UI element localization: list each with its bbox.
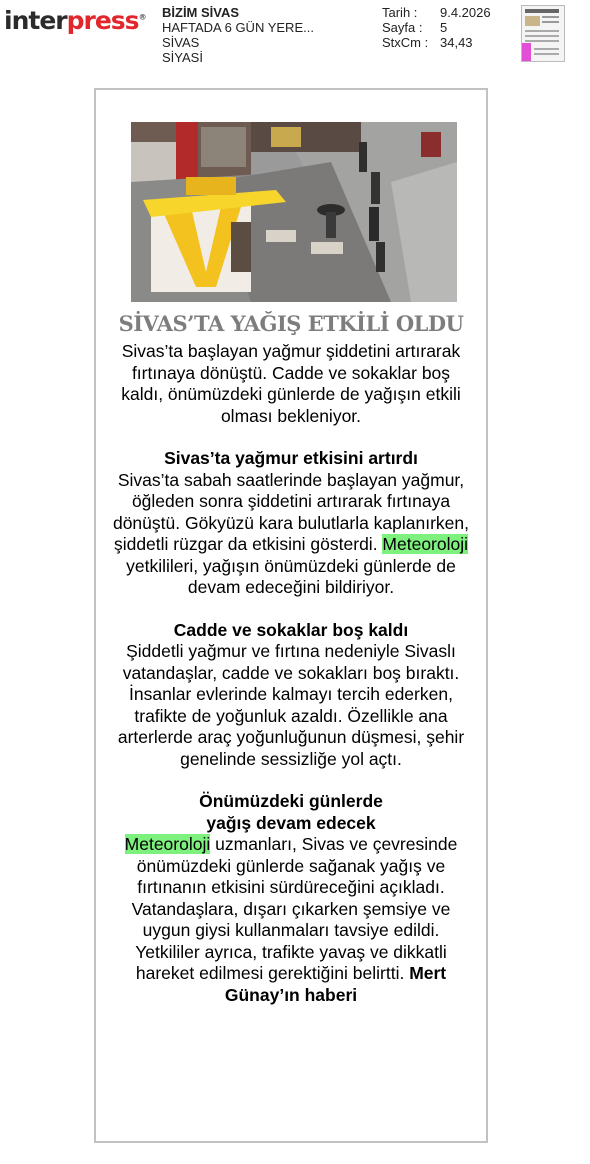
- clip-meta: [382, 5, 491, 50]
- article-byline: Mert Günay’ın haberi: [224, 963, 447, 1005]
- date-label: Tarih :: [382, 5, 418, 20]
- date-value: 9.4.2026: [440, 5, 491, 20]
- article-section-1: [110, 448, 472, 599]
- article-section-3: [110, 791, 472, 1006]
- article-headline: SİVAS’TA YAĞIŞ ETKİLİ OLDU: [118, 311, 464, 336]
- section-1-heading: Sivas’ta yağmur etkisini artırdı: [164, 448, 418, 468]
- page-value: 5: [440, 20, 448, 35]
- keyword-highlight: Meteoroloji: [124, 834, 211, 854]
- article-lead: Sivas’ta başlayan yağmur şiddetini artırarak fırtınaya dönüştü. Cadde ve sokaklar boş kaldı, önümüzdeki günlerde de yağışın etkili olması bekleniyor.: [121, 341, 461, 426]
- keyword-highlight: Meteoroloji: [382, 534, 469, 554]
- article-body: [110, 341, 472, 1006]
- interpress-logo: interpress®: [4, 6, 146, 35]
- page-thumbnail[interactable]: [521, 5, 565, 62]
- stxcm-label: StxCm :: [382, 35, 429, 50]
- page-label: Sayfa :: [382, 20, 423, 35]
- article-photo: [131, 122, 457, 302]
- section-3-text: Meteoroloji uzmanları, Sivas ve çevresinde önümüzdeki günlerde sağanak yağış ve fırtınanın etkisini sürdüreceğini açıkladı. Vatandaşlara, dışarı çıkarken şemsiye ve uygun giysi kullanmaları tavsiye edildi. Yetkililer ayrıca, trafikte yavaş ve dikkatli hareket edilmesi gerektiğini belirtti. Mert Günay’ın haberi: [124, 834, 458, 1005]
- publication-category: SİYASİ: [162, 50, 203, 65]
- article-section-2: [110, 620, 472, 771]
- stxcm-value: 34,43: [440, 35, 473, 50]
- section-1-text: Sivas’ta sabah saatlerinde başlayan yağmur, öğleden sonra şiddetini artırarak fırtınaya dönüştü. Gökyüzü kara bulutlarla kaplanırken, şiddetli rüzgar da etkisini gösterdi. Meteoroloji yetkilileri, yağışın önümüzdeki günlerde de devam edeceğini bildiriyor.: [112, 469, 470, 597]
- publication-frequency: HAFTADA 6 GÜN YERE...: [162, 20, 314, 35]
- publication-city: SİVAS: [162, 35, 200, 50]
- section-2-text: Şiddetli yağmur ve fırtına nedeniyle Sivaslı vatandaşlar, cadde ve sokakları boş bıraktı. İnsanlar evlerinde kalmayı tercih ederken, trafikte de yoğunluk azaldı. Özellikle ana arterlerde araç yoğunluğunun düşmesi, şehir genelinde sessizliğe yol açtı.: [117, 641, 465, 769]
- section-2-heading: Cadde ve sokaklar boş kaldı: [173, 619, 409, 640]
- publication-name: BİZİM SİVAS: [162, 5, 240, 20]
- thumbnail-highlight: [522, 43, 531, 61]
- section-3-heading: Önümüzdeki günlerde yağış devam edecek: [199, 791, 383, 833]
- publication-info: [162, 5, 314, 65]
